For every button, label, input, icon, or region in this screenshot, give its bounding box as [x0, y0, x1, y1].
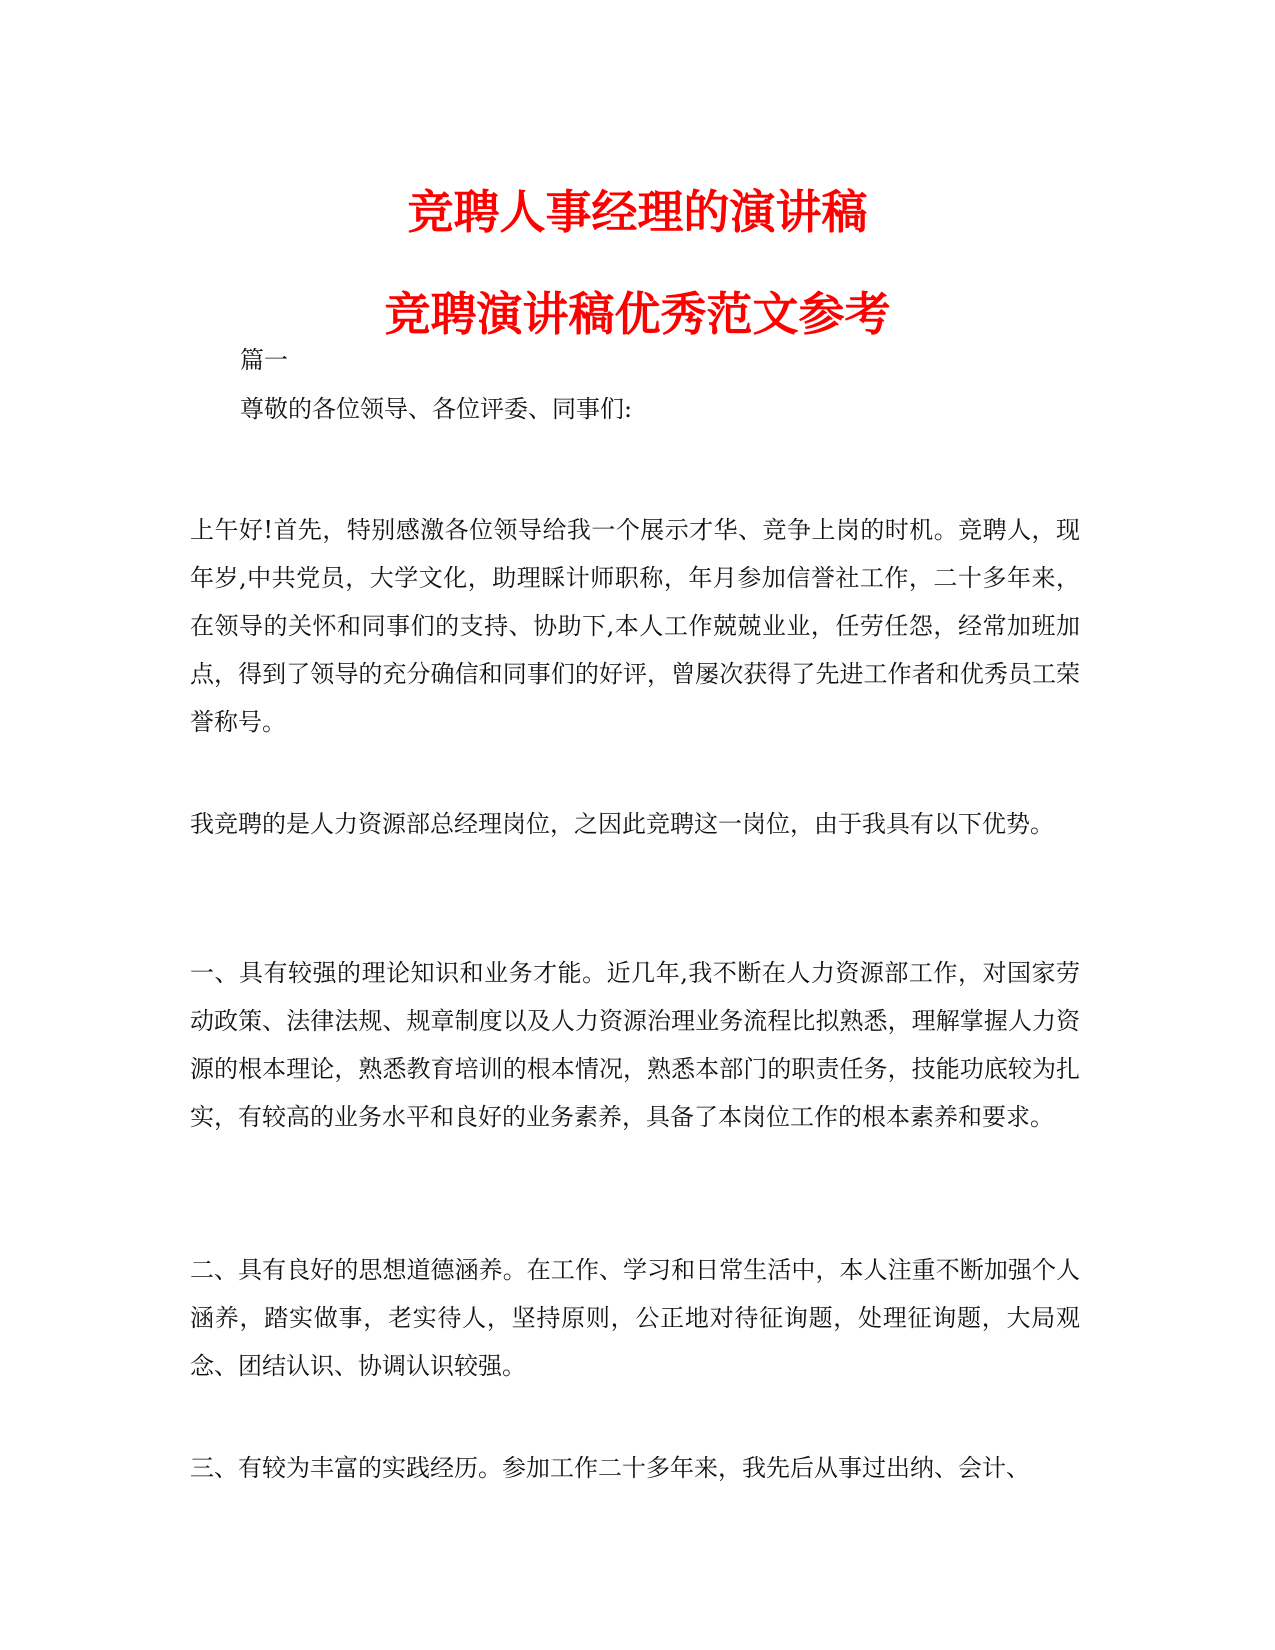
paragraph-advantage-1: 一、具有较强的理论知识和业务才能。近几年,我不断在人力资源部工作，对国家劳动政策、法律法规、规章制度以及人力资源治理业务流程比拟熟悉，理解掌握人力资源的根本理论，熟悉教育培训的根本情况，熟悉本部门的职责任务，技能功底较为扎实，有较高的业务水平和良好的业务素养，具备了本岗位工作的根本素养和要求。: [190, 959, 1080, 1131]
document-subtitle: 竞聘演讲稿优秀范文参考: [384, 287, 891, 341]
document-title: 竞聘人事经理的演讲稿: [407, 185, 868, 239]
paragraph-advantage-3: 三、有较为丰富的实践经历。参加工作二十多年来，我先后从事过出纳、会计、: [190, 1454, 1030, 1482]
paragraph-opening: 上午好!首先，特别感激各位领导给我一个展示才华、竞争上岗的时机。竞聘人，现年岁,中共党员，大学文化，助理睬计师职称，年月参加信誉社工作，二十多年来，在领导的关怀和同事们的支持、协助下,本人工作兢兢业业，任劳任怨，经常加班加点，得到了领导的充分确信和同事们的好评，曾屡次获得了先进工作者和优秀员工荣誉称号。: [190, 516, 1080, 736]
paragraph-position: 我竞聘的是人力资源部总经理岗位，之因此竞聘这一岗位，由于我具有以下优势。: [190, 810, 1054, 838]
salutation: 尊敬的各位领导、各位评委、同事们:: [240, 395, 633, 423]
section-label: 篇一: [240, 346, 288, 374]
paragraph-advantage-2: 二、具有良好的思想道德涵养。在工作、学习和日常生活中，本人注重不断加强个人涵养，踏实做事，老实待人，坚持原则，公正地对待征询题，处理征询题，大局观念、团结认识、协调认识较强。: [190, 1256, 1080, 1380]
